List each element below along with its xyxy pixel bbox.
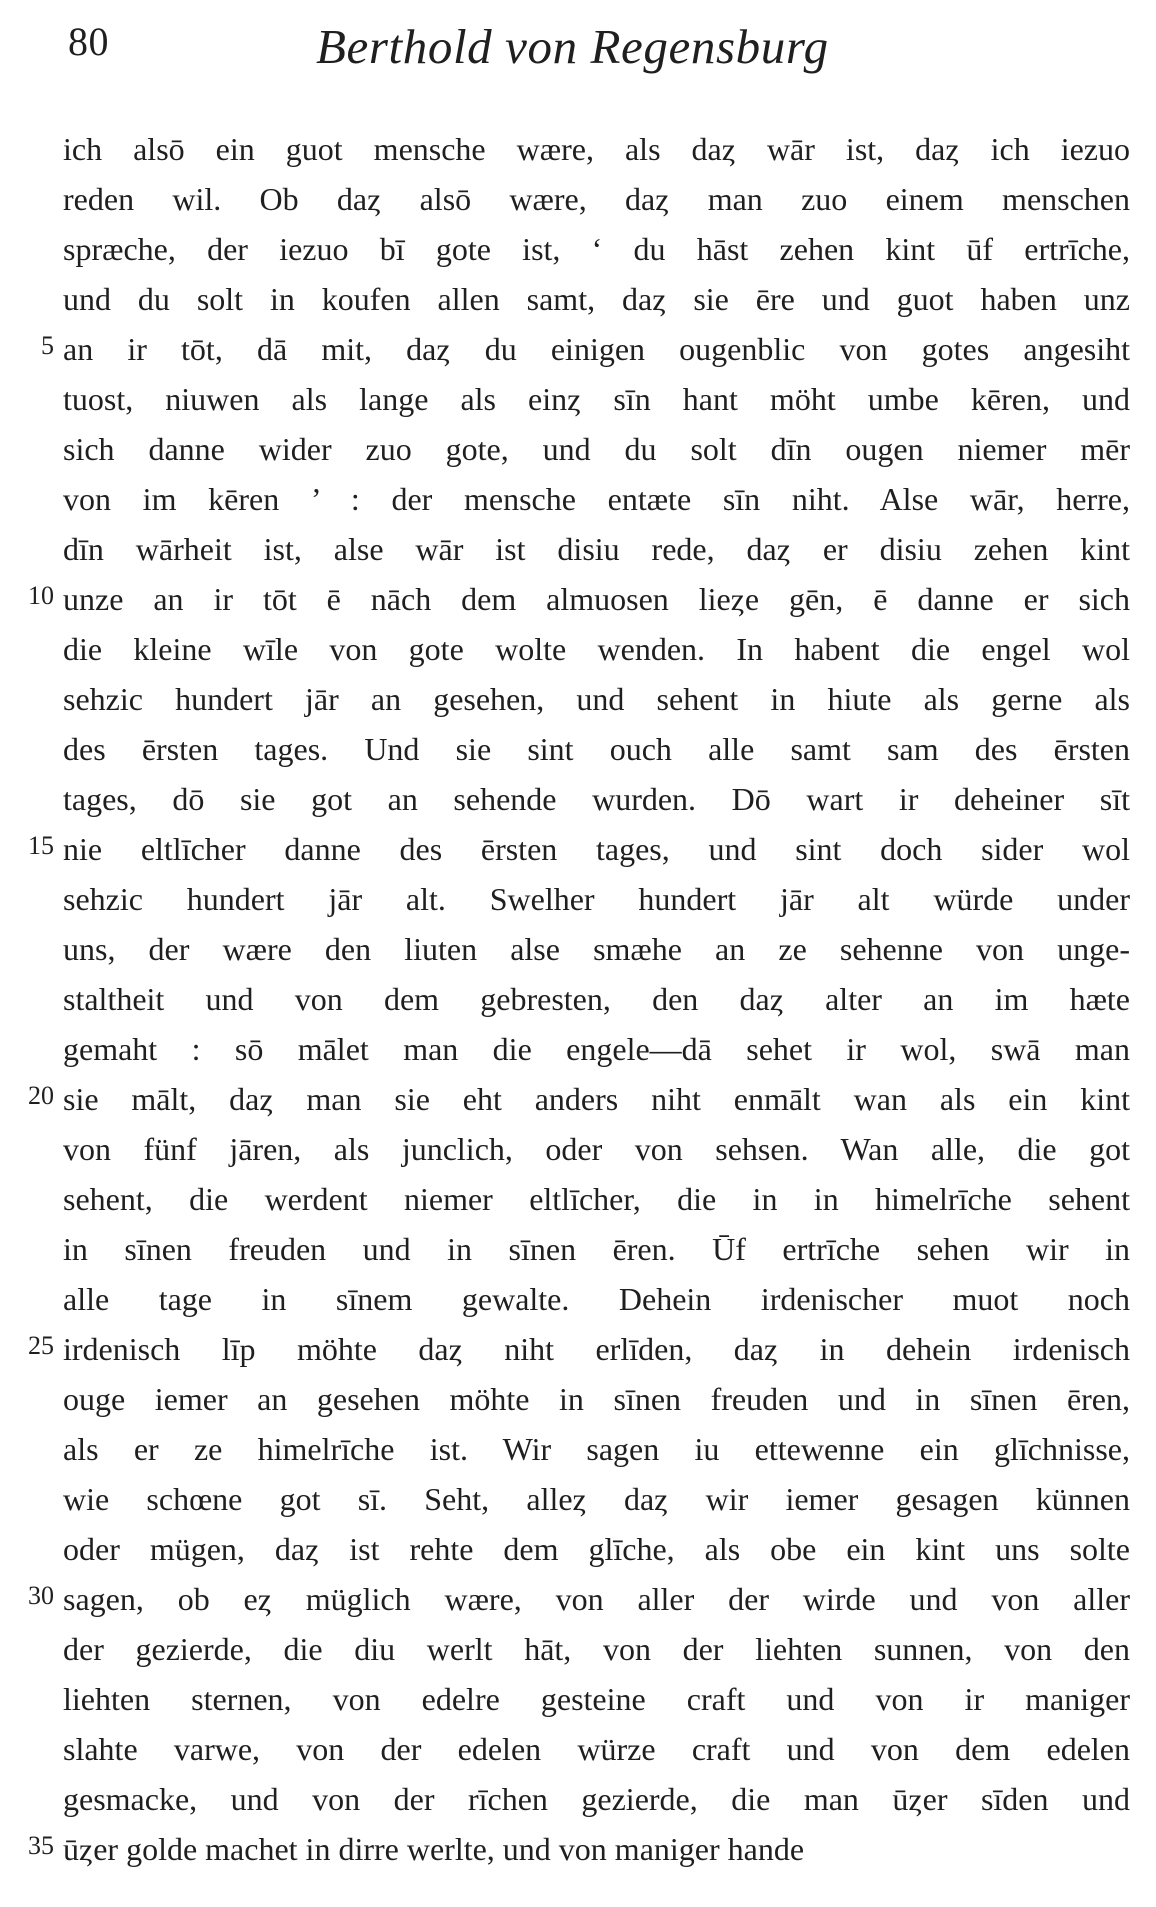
line-number: 5 bbox=[41, 331, 54, 360]
line-text: sehzic hundert jār an gesehen, und sehent in hiute als gerne als bbox=[63, 681, 1130, 717]
text-line bbox=[0, 324, 1156, 374]
line-text: ouge iemer an gesehen möhte in sīnen freuden und in sīnen ēren, bbox=[63, 1381, 1130, 1417]
line-text: in sīnen freuden und in sīnen ēren. Ūf ertrīche sehen wir in bbox=[63, 1231, 1130, 1267]
text-line bbox=[0, 1274, 1156, 1324]
line-text: tages, dō sie got an sehende wurden. Dō wart ir deheiner sīt bbox=[63, 781, 1130, 817]
line-text: gemaht : sō mālet man die engele—dā sehet ir wol, swā man bbox=[63, 1031, 1130, 1067]
text-line bbox=[0, 1524, 1156, 1574]
line-text: gesmacke, und von der rīchen gezierde, die man ūȥer sīden und bbox=[63, 1781, 1130, 1817]
text-line bbox=[0, 274, 1156, 324]
text-line bbox=[0, 424, 1156, 474]
text-line bbox=[0, 1224, 1156, 1274]
text-line bbox=[0, 574, 1156, 624]
text-line bbox=[0, 1124, 1156, 1174]
line-text: dīn wārheit ist, alse wār ist disiu rede, daȥ er disiu zehen kint bbox=[63, 531, 1130, 567]
line-text: unze an ir tōt ē nāch dem almuosen lieȥe gēn, ē danne er sich bbox=[63, 581, 1130, 617]
line-text: als er ze himelrīche ist. Wir sagen iu ettewenne ein glīchnisse, bbox=[63, 1431, 1130, 1467]
text-line bbox=[0, 624, 1156, 674]
line-text: staltheit und von dem gebresten, den daȥ alter an im hæte bbox=[63, 981, 1130, 1017]
line-text: oder mügen, daȥ ist rehte dem glīche, als obe ein kint uns solte bbox=[63, 1531, 1130, 1567]
text-line bbox=[0, 1174, 1156, 1224]
text-line bbox=[0, 1374, 1156, 1424]
line-number: 20 bbox=[28, 1081, 54, 1110]
text-line bbox=[0, 1024, 1156, 1074]
text-line bbox=[0, 374, 1156, 424]
text-line bbox=[0, 124, 1156, 174]
text-line bbox=[0, 824, 1156, 874]
line-text: reden wil. Ob daȥ alsō wære, daȥ man zuo einem menschen bbox=[63, 181, 1130, 217]
running-title: Berthold von Regensburg bbox=[316, 19, 829, 74]
text-line bbox=[0, 874, 1156, 924]
page-number: 80 bbox=[68, 19, 109, 64]
line-text: spræche, der iezuo bī gote ist, ‘ du hāst zehen kint ūf ertrīche, bbox=[63, 231, 1130, 267]
text-line bbox=[0, 524, 1156, 574]
line-text: die kleine wīle von gote wolte wenden. In habent die engel wol bbox=[63, 631, 1130, 667]
body-text bbox=[0, 124, 1156, 1874]
text-line bbox=[0, 174, 1156, 224]
text-line bbox=[0, 674, 1156, 724]
text-line bbox=[0, 1424, 1156, 1474]
line-text: von fünf jāren, als junclich, oder von sehsen. Wan alle, die got bbox=[63, 1131, 1130, 1167]
text-line bbox=[0, 1324, 1156, 1374]
line-text: ūȥer golde machet in dirre werlte, und von maniger hande bbox=[63, 1831, 805, 1867]
line-text: ich alsō ein guot mensche wære, als daȥ wār ist, daȥ ich iezuo bbox=[63, 131, 1130, 167]
text-line bbox=[0, 1824, 1156, 1874]
line-text: von im kēren ’ : der mensche entæte sīn niht. Alse wār, herre, bbox=[63, 481, 1130, 517]
text-line bbox=[0, 1474, 1156, 1524]
line-number: 15 bbox=[28, 831, 54, 860]
line-text: und du solt in koufen allen samt, daȥ sie ēre und guot haben unz bbox=[63, 281, 1130, 317]
text-line bbox=[0, 974, 1156, 1024]
text-line bbox=[0, 774, 1156, 824]
line-number: 30 bbox=[28, 1581, 54, 1610]
line-text: an ir tōt, dā mit, daȥ du einigen ougenblic von gotes angesiht bbox=[63, 331, 1130, 367]
line-text: sie mālt, daȥ man sie eht anders niht enmālt wan als ein kint bbox=[63, 1081, 1130, 1117]
line-text: alle tage in sīnem gewalte. Dehein irdenischer muot noch bbox=[63, 1281, 1130, 1317]
line-number: 25 bbox=[28, 1331, 54, 1360]
line-text: sagen, ob eȥ müglich wære, von aller der wirde und von aller bbox=[63, 1581, 1130, 1617]
text-line bbox=[0, 1724, 1156, 1774]
text-line bbox=[0, 1774, 1156, 1824]
text-line bbox=[0, 474, 1156, 524]
text-line bbox=[0, 1624, 1156, 1674]
line-number: 10 bbox=[28, 581, 54, 610]
line-text: des ērsten tages. Und sie sint ouch alle samt sam des ērsten bbox=[63, 731, 1130, 767]
line-text: irdenisch līp möhte daȥ niht erlīden, daȥ in dehein irdenisch bbox=[63, 1331, 1130, 1367]
page-header bbox=[0, 18, 1156, 98]
line-number: 35 bbox=[28, 1831, 54, 1860]
line-text: sehzic hundert jār alt. Swelher hundert jār alt würde under bbox=[63, 881, 1130, 917]
text-line bbox=[0, 1074, 1156, 1124]
line-text: sich danne wider zuo gote, und du solt dīn ougen niemer mēr bbox=[63, 431, 1130, 467]
text-line bbox=[0, 1674, 1156, 1724]
line-text: liehten sternen, von edelre gesteine craft und von ir maniger bbox=[63, 1681, 1130, 1717]
line-text: slahte varwe, von der edelen würze craft und von dem edelen bbox=[63, 1731, 1130, 1767]
text-line bbox=[0, 1574, 1156, 1624]
text-line bbox=[0, 724, 1156, 774]
line-text: tuost, niuwen als lange als einȥ sīn hant möht umbe kēren, und bbox=[63, 381, 1130, 417]
line-text: der gezierde, die diu werlt hāt, von der liehten sunnen, von den bbox=[63, 1631, 1130, 1667]
line-text: uns, der wære den liuten alse smæhe an ze sehenne von unge- bbox=[63, 931, 1130, 967]
line-text: nie eltlīcher danne des ērsten tages, und sint doch sider wol bbox=[63, 831, 1130, 867]
line-text: wie schœne got sī. Seht, alleȥ daȥ wir iemer gesagen künnen bbox=[63, 1481, 1130, 1517]
text-line bbox=[0, 224, 1156, 274]
text-line bbox=[0, 924, 1156, 974]
line-text: sehent, die werdent niemer eltlīcher, die in in himelrīche sehent bbox=[63, 1181, 1130, 1217]
